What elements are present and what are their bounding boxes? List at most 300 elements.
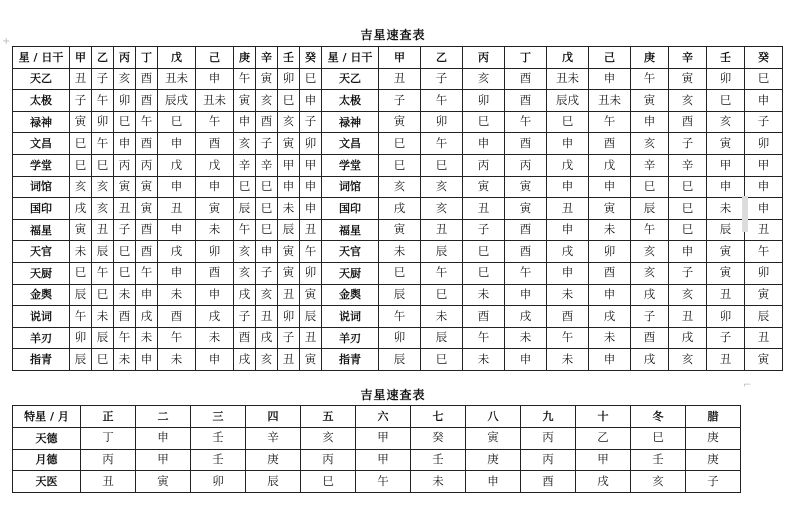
table-cell: 未: [158, 284, 196, 306]
table-cell: 辛: [669, 154, 707, 176]
table-cell: 未: [707, 198, 745, 220]
table-cell: 丑: [745, 219, 783, 241]
table-cell: 辰: [379, 349, 421, 371]
table-cell: 亥: [631, 471, 686, 493]
table-cell: 酉: [136, 241, 158, 263]
table-cell: 午: [421, 262, 463, 284]
table-cell: 亥: [70, 176, 92, 198]
row-label: 词馆: [322, 176, 379, 198]
table-cell: 寅: [114, 176, 136, 198]
table-cell: 巳: [70, 133, 92, 155]
table-cell: 申: [256, 241, 278, 263]
row-label: 国印: [322, 198, 379, 220]
table-cell: 丑: [92, 219, 114, 241]
table-cell: 午: [505, 262, 547, 284]
table-cell: 巳: [463, 262, 505, 284]
table-cell: 子: [114, 219, 136, 241]
table-cell: 午: [136, 111, 158, 133]
table-cell: 戌: [256, 327, 278, 349]
table-cell: 卯: [300, 133, 322, 155]
table-cell: 卯: [707, 68, 745, 90]
table-row: [13, 133, 783, 155]
column-header: 辛: [256, 47, 278, 69]
table-cell: 辰: [92, 327, 114, 349]
table-cell: 辰戌: [547, 90, 589, 112]
table-cell: 申: [669, 241, 707, 263]
table-cell: 子: [421, 68, 463, 90]
table-cell: 丑: [707, 284, 745, 306]
table-cell: 申: [300, 198, 322, 220]
table-cell: 子: [669, 262, 707, 284]
table-cell: 丙: [301, 449, 356, 471]
table-cell: 申: [463, 133, 505, 155]
table-cell: 庚: [466, 449, 521, 471]
row-label: 文昌: [322, 133, 379, 155]
row-label: 学堂: [13, 154, 70, 176]
row-label: 文昌: [13, 133, 70, 155]
column-header: 庚: [631, 47, 669, 69]
table-cell: 巳: [256, 198, 278, 220]
table-cell: 申: [589, 284, 631, 306]
table-cell: 酉: [136, 68, 158, 90]
table-cell: 丑: [707, 349, 745, 371]
table-row: [13, 284, 783, 306]
table-cell: 巳: [547, 111, 589, 133]
table-cell: 辰: [421, 327, 463, 349]
table-cell: 酉: [505, 68, 547, 90]
column-header: 七: [411, 406, 466, 428]
table-cell: 卯: [300, 262, 322, 284]
page-edge-marker: [742, 196, 748, 232]
column-header: 腊: [686, 406, 741, 428]
table-cell: 亥: [256, 90, 278, 112]
row-label: 金舆: [13, 284, 70, 306]
table-cell: 巳: [745, 68, 783, 90]
auspicious-star-table-by-month: [12, 405, 741, 493]
table-cell: 申: [745, 198, 783, 220]
table-cell: 申: [158, 133, 196, 155]
table-cell: 巳: [379, 133, 421, 155]
table-cell: 巳: [256, 219, 278, 241]
column-header: 壬: [278, 47, 300, 69]
table-cell: 巳: [114, 262, 136, 284]
table-cell: 酉: [256, 111, 278, 133]
table-cell: 未: [158, 349, 196, 371]
table-cell: 亥: [301, 427, 356, 449]
column-header: 八: [466, 406, 521, 428]
table-cell: 酉: [136, 90, 158, 112]
table-cell: 丙: [505, 154, 547, 176]
table-cell: 寅: [70, 219, 92, 241]
table-cell: 酉: [547, 306, 589, 328]
table-cell: 甲: [745, 154, 783, 176]
table-cell: 巳: [92, 154, 114, 176]
table-cell: 酉: [234, 327, 256, 349]
table-cell: 戌: [576, 471, 631, 493]
table-cell: 丙: [81, 449, 136, 471]
column-header: 五: [301, 406, 356, 428]
header-row: [13, 47, 783, 69]
table-cell: 酉: [521, 471, 576, 493]
table-cell: 巳: [300, 68, 322, 90]
table-cell: 午: [196, 111, 234, 133]
table-cell: 午: [70, 306, 92, 328]
column-header: 乙: [421, 47, 463, 69]
table-cell: 巳: [379, 262, 421, 284]
table-cell: 甲: [356, 449, 411, 471]
table-cell: 亥: [234, 133, 256, 155]
table-cell: 未: [505, 327, 547, 349]
table-cell: 午: [92, 90, 114, 112]
table-cell: 寅: [278, 133, 300, 155]
table-cell: 卯: [421, 111, 463, 133]
column-header: 戊: [158, 47, 196, 69]
column-header: 庚: [234, 47, 256, 69]
table-cell: 巳: [421, 284, 463, 306]
table-cell: 子: [707, 327, 745, 349]
table-cell: 亥: [631, 133, 669, 155]
table-cell: 未: [589, 327, 631, 349]
column-header: 甲: [70, 47, 92, 69]
table-cell: 辰: [70, 349, 92, 371]
table-cell: 卯: [278, 68, 300, 90]
table-cell: 辰: [278, 219, 300, 241]
table-cell: 辰: [379, 284, 421, 306]
table-cell: 寅: [136, 198, 158, 220]
table-cell: 酉: [114, 306, 136, 328]
table-cell: 午: [356, 471, 411, 493]
column-header: 二: [136, 406, 191, 428]
column-header: 四: [246, 406, 301, 428]
table-cell: 申: [466, 471, 521, 493]
row-label: 羊刃: [322, 327, 379, 349]
table-cell: 午: [631, 219, 669, 241]
row-label: 天乙: [322, 68, 379, 90]
table-cell: 午: [505, 111, 547, 133]
table-cell: 申: [196, 68, 234, 90]
table-cell: 申: [114, 133, 136, 155]
table-cell: 子: [256, 262, 278, 284]
table-cell: 寅: [278, 241, 300, 263]
table-cell: 巳: [114, 241, 136, 263]
table-cell: 午: [234, 68, 256, 90]
table-cell: 乙: [576, 427, 631, 449]
table-cell: 丙: [521, 427, 576, 449]
table-cell: 戊: [547, 154, 589, 176]
table-cell: 戌: [196, 306, 234, 328]
table-cell: 甲: [707, 154, 745, 176]
table-cell: 戌: [158, 241, 196, 263]
table-cell: 申: [158, 176, 196, 198]
table-cell: 亥: [631, 262, 669, 284]
table-cell: 子: [278, 327, 300, 349]
table-cell: 酉: [589, 262, 631, 284]
table-cell: 未: [421, 306, 463, 328]
table-cell: 未: [196, 219, 234, 241]
row-label: 太极: [322, 90, 379, 112]
table-cell: 辰: [631, 198, 669, 220]
table-cell: 子: [379, 90, 421, 112]
table-cell: 辰: [707, 219, 745, 241]
table-cell: 子: [256, 133, 278, 155]
table-cell: 亥: [421, 198, 463, 220]
table-row: [13, 219, 783, 241]
table-cell: 巳: [669, 219, 707, 241]
table-cell: 亥: [669, 349, 707, 371]
table-cell: 戌: [631, 284, 669, 306]
table-cell: 巳: [92, 284, 114, 306]
table-row: [13, 327, 783, 349]
table-cell: 申: [631, 111, 669, 133]
table-cell: 壬: [191, 427, 246, 449]
table-cell: 午: [92, 262, 114, 284]
table-cell: 巳: [463, 241, 505, 263]
table-cell: 午: [92, 133, 114, 155]
row-label: 天德: [13, 427, 81, 449]
table-cell: 午: [421, 90, 463, 112]
table-cell: 巳: [631, 427, 686, 449]
row-label: 词馆: [13, 176, 70, 198]
row-label: 天官: [322, 241, 379, 263]
table-cell: 寅: [631, 90, 669, 112]
table-cell: 巳: [256, 176, 278, 198]
column-header: 癸: [300, 47, 322, 69]
row-label: 羊刃: [13, 327, 70, 349]
row-label: 天厨: [322, 262, 379, 284]
table-cell: 丙: [521, 449, 576, 471]
table-cell: 丑: [669, 306, 707, 328]
table-cell: 丑未: [196, 90, 234, 112]
table-cell: 寅: [745, 284, 783, 306]
table-cell: 酉: [463, 306, 505, 328]
table-cell: 卯: [589, 241, 631, 263]
table-cell: 寅: [278, 262, 300, 284]
table-cell: 巳: [421, 349, 463, 371]
column-header: 正: [81, 406, 136, 428]
column-header: 九: [521, 406, 576, 428]
table-cell: 丑: [81, 471, 136, 493]
table-cell: 酉: [136, 133, 158, 155]
table-cell: 亥: [669, 284, 707, 306]
table-cell: 子: [463, 219, 505, 241]
table-cell: 子: [686, 471, 741, 493]
table-cell: 午: [158, 327, 196, 349]
table-cell: 寅: [589, 198, 631, 220]
table-cell: 壬: [631, 449, 686, 471]
row-label: 指青: [13, 349, 70, 371]
table-cell: 申: [547, 176, 589, 198]
table-cell: 亥: [234, 241, 256, 263]
row-label: 指青: [322, 349, 379, 371]
table-cell: 申: [136, 427, 191, 449]
table-cell: 巳: [631, 176, 669, 198]
column-header: 甲: [379, 47, 421, 69]
column-header: 乙: [92, 47, 114, 69]
row-label: 天官: [13, 241, 70, 263]
table-row: [13, 198, 783, 220]
table-cell: 酉: [196, 133, 234, 155]
table-cell: 午: [463, 327, 505, 349]
table-cell: 巳: [301, 471, 356, 493]
table-cell: 辰: [234, 198, 256, 220]
table-cell: 寅: [505, 198, 547, 220]
table-cell: 未: [278, 198, 300, 220]
table-row: [13, 262, 783, 284]
column-header: 星 / 日干: [13, 47, 70, 69]
table-cell: 寅: [745, 349, 783, 371]
table-cell: 寅: [707, 241, 745, 263]
table-cell: 寅: [707, 262, 745, 284]
table-cell: 酉: [669, 111, 707, 133]
table-cell: 戌: [379, 198, 421, 220]
table-cell: 巳: [278, 90, 300, 112]
row-label: 月德: [13, 449, 81, 471]
table-cell: 申: [136, 284, 158, 306]
table-cell: 未: [547, 349, 589, 371]
table-cell: 酉: [589, 133, 631, 155]
table-cell: 午: [234, 219, 256, 241]
table-cell: 甲: [356, 427, 411, 449]
table-cell: 午: [745, 241, 783, 263]
table-cell: 甲: [576, 449, 631, 471]
table-cell: 寅: [669, 68, 707, 90]
table-cell: 申: [547, 262, 589, 284]
table-cell: 申: [547, 133, 589, 155]
table-cell: 亥: [256, 284, 278, 306]
table-cell: 戌: [669, 327, 707, 349]
table-cell: 亥: [92, 176, 114, 198]
table-row: [13, 449, 741, 471]
table-cell: 午: [547, 327, 589, 349]
crop-mark-icon: +: [2, 36, 11, 47]
row-label: 学堂: [322, 154, 379, 176]
table-cell: 申: [745, 176, 783, 198]
table-cell: 未: [463, 284, 505, 306]
table-cell: 寅: [136, 471, 191, 493]
table-cell: 丑: [379, 68, 421, 90]
table-cell: 午: [114, 327, 136, 349]
table-cell: 申: [196, 349, 234, 371]
table-cell: 辰: [300, 306, 322, 328]
table-row: [13, 90, 783, 112]
table-cell: 壬: [411, 449, 466, 471]
table-cell: 亥: [114, 68, 136, 90]
table-cell: 未: [92, 306, 114, 328]
table-cell: 未: [196, 327, 234, 349]
table-cell: 丑: [745, 327, 783, 349]
table-cell: 卯: [278, 306, 300, 328]
table-cell: 申: [300, 176, 322, 198]
table-cell: 亥: [421, 176, 463, 198]
table-cell: 酉: [136, 219, 158, 241]
table-cell: 未: [70, 241, 92, 263]
table-cell: 酉: [158, 306, 196, 328]
table-cell: 卯: [92, 111, 114, 133]
table-cell: 子: [70, 90, 92, 112]
table-cell: 子: [234, 306, 256, 328]
table-cell: 午: [136, 262, 158, 284]
table-cell: 辛: [631, 154, 669, 176]
table-cell: 巳: [379, 154, 421, 176]
table-cell: 丑: [114, 198, 136, 220]
table-cell: 寅: [300, 349, 322, 371]
table-cell: 寅: [463, 176, 505, 198]
row-label: 天厨: [13, 262, 70, 284]
table-cell: 子: [300, 111, 322, 133]
table-cell: 戌: [505, 306, 547, 328]
table-row: [13, 306, 783, 328]
table-cell: 未: [114, 284, 136, 306]
column-header: 特星 / 月: [13, 406, 81, 428]
column-header: 星 / 日干: [322, 47, 379, 69]
column-header: 十: [576, 406, 631, 428]
table-cell: 戊: [589, 154, 631, 176]
table-cell: 未: [547, 284, 589, 306]
table-cell: 丑: [300, 327, 322, 349]
table-cell: 未: [463, 349, 505, 371]
table-cell: 申: [158, 219, 196, 241]
table-cell: 申: [589, 68, 631, 90]
row-label: 禄神: [13, 111, 70, 133]
column-header: 辛: [669, 47, 707, 69]
table-cell: 亥: [379, 176, 421, 198]
table-cell: 辛: [246, 427, 301, 449]
table-row: [13, 176, 783, 198]
row-label: 福星: [322, 219, 379, 241]
table-cell: 亥: [92, 198, 114, 220]
table-cell: 午: [300, 241, 322, 263]
row-label: 福星: [13, 219, 70, 241]
table-cell: 巳: [669, 176, 707, 198]
table-cell: 戌: [631, 349, 669, 371]
row-label: 禄神: [322, 111, 379, 133]
table-title-bottom: 吉星速查表: [360, 388, 426, 402]
table-cell: 申: [300, 90, 322, 112]
auspicious-star-table-by-day-stem: [12, 46, 783, 371]
table-cell: 子: [631, 306, 669, 328]
table-cell: 丑: [547, 198, 589, 220]
table-cell: 丙: [114, 154, 136, 176]
column-header: 三: [191, 406, 246, 428]
table-cell: 戌: [70, 198, 92, 220]
row-label: 天乙: [13, 68, 70, 90]
column-header: 己: [196, 47, 234, 69]
table-cell: 丁: [81, 427, 136, 449]
table-cell: 丑: [70, 68, 92, 90]
row-label: 说词: [322, 306, 379, 328]
table-cell: 酉: [505, 90, 547, 112]
table-cell: 寅: [707, 133, 745, 155]
column-header: 丙: [463, 47, 505, 69]
table-cell: 丑未: [158, 68, 196, 90]
table-cell: 亥: [256, 349, 278, 371]
table-row: [13, 241, 783, 263]
table-cell: 酉: [505, 133, 547, 155]
table-cell: 寅: [379, 111, 421, 133]
table-cell: 巳: [421, 154, 463, 176]
table-cell: 卯: [707, 306, 745, 328]
column-header: 癸: [745, 47, 783, 69]
table-cell: 寅: [505, 176, 547, 198]
table-cell: 癸: [411, 427, 466, 449]
table-cell: 丑未: [547, 68, 589, 90]
table-cell: 卯: [70, 327, 92, 349]
table-cell: 午: [421, 133, 463, 155]
table-cell: 未: [136, 327, 158, 349]
table-cell: 寅: [300, 284, 322, 306]
table-cell: 亥: [463, 68, 505, 90]
table-cell: 卯: [379, 327, 421, 349]
